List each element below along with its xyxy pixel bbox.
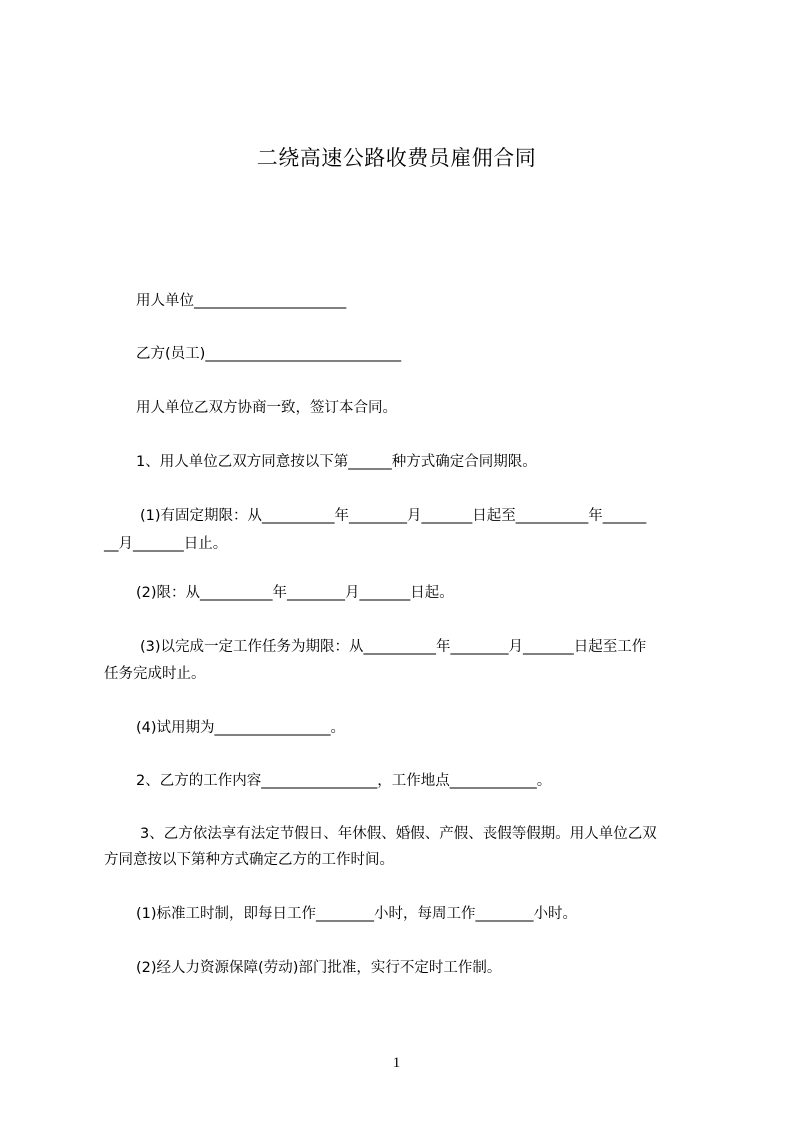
employee-field-line: 乙方(员工)___________________________ [136, 346, 402, 362]
agreement-statement: 用人单位乙双方协商一致，签订本合同。 [136, 400, 397, 416]
clause-1-option-1: (1)有固定期限：从__________年________月_______日起至__________年______ [140, 508, 647, 524]
clause-2: 2、乙方的工作内容________________，工作地点____________。 [136, 773, 552, 789]
clause-1-option-3: (3)以完成一定工作任务为期限：从__________年________月_______日起至工作 [140, 639, 647, 655]
clause-3-option-1: (1)标准工时制，即每日工作________小时，每周工作________小时。 [136, 906, 578, 922]
clause-1-heading: 1、用人单位乙双方同意按以下第______种方式确定合同期限。 [136, 454, 537, 470]
clause-1-option-3-continued: 任务完成时止。 [104, 666, 206, 682]
clause-3-continued: 方同意按以下第种方式确定乙方的工作时间。 [104, 852, 394, 868]
clause-1-option-1-continued: __月_______日止。 [104, 536, 228, 552]
clause-1-option-2: (2)限：从__________年________月_______日起。 [136, 585, 454, 601]
clause-3: 3、乙方依法享有法定节假日、年休假、婚假、产假、丧假等假期。用人单位乙双 [140, 826, 657, 842]
page-title: 二绕高速公路收费员雇佣合同 [256, 146, 537, 170]
employer-field-line: 用人单位_____________________ [136, 293, 347, 309]
page-number: 1 [392, 1055, 401, 1071]
clause-3-option-2: (2)经人力资源保障(劳动)部门批准，实行不定时工作制。 [136, 960, 502, 976]
clause-1-option-4: (4)试用期为________________。 [136, 720, 346, 736]
